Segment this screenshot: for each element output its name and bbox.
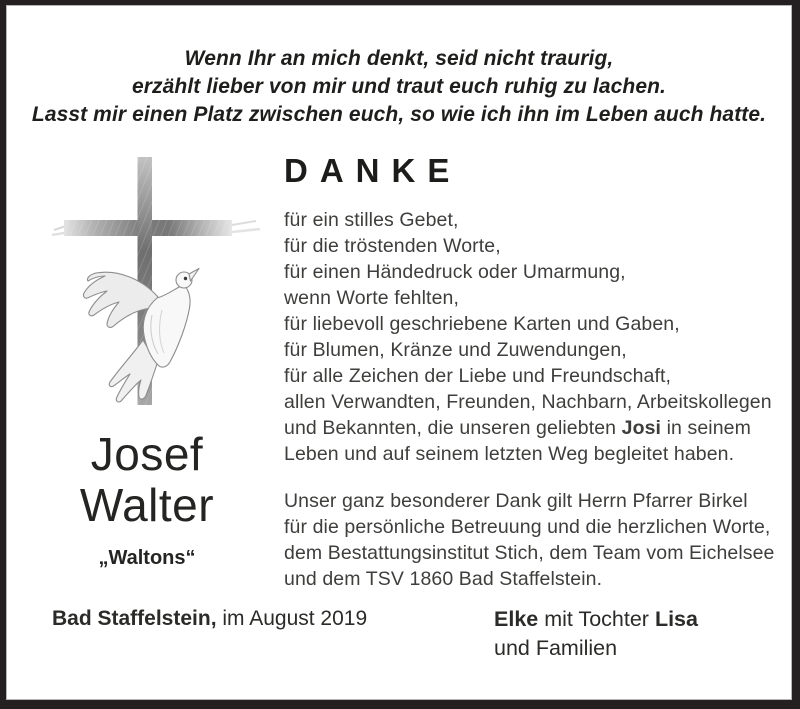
text-line: Elke mit Tochter Lisa: [494, 607, 698, 631]
text-line: und Familien: [494, 636, 618, 660]
text-line: wenn Worte fehlten,: [284, 287, 459, 309]
text-line: erzählt lieber von mir und traut euch ruhig zu lachen.: [132, 75, 666, 98]
text-line: für die persönliche Betreuung und die herzlichen Worte,: [284, 516, 771, 538]
text-line: Lasst mir einen Platz zwischen euch, so wie ich ihn im Leben auch hatte.: [31, 103, 767, 126]
family-signature: [494, 605, 698, 663]
deceased-last-name: Walter: [79, 479, 215, 531]
cross-and-dove-illustration: [46, 145, 276, 425]
text-line: Leben und auf seinem letzten Weg begleitet haben.: [284, 443, 735, 465]
text-line: Wenn Ihr an mich denkt, seid nicht traurig,: [184, 47, 614, 70]
thanks-section: [284, 152, 792, 592]
text-line: für Blumen, Kränze und Zuwendungen,: [284, 339, 627, 361]
date-label: im August 2019: [216, 607, 368, 630]
text-line: für die tröstenden Worte,: [284, 235, 501, 257]
text-line: dem Bestattungsinstitut Stich, dem Team vom Eichelsee: [284, 542, 775, 564]
deceased-first-name: Josef: [90, 428, 204, 480]
text-line: allen Verwandten, Freunden, Nachbarn, Arbeitskollegen: [284, 391, 772, 413]
text-line: für einen Händedruck oder Umarmung,: [284, 261, 626, 283]
text-line: Unser ganz besonderer Dank gilt Herrn Pfarrer Birkel: [284, 490, 748, 512]
text-line: und Bekannten, die unseren geliebten Josi in seinem: [284, 417, 751, 439]
text-line: und dem TSV 1860 Bad Staffelstein.: [284, 568, 603, 590]
text-line: für ein stilles Gebet,: [284, 209, 459, 231]
place-and-date: [52, 607, 367, 631]
text-line: für liebevoll geschriebene Karten und Gaben,: [284, 313, 680, 335]
place-label: Bad Staffelstein,: [52, 607, 217, 630]
epigraph-quote: [6, 45, 792, 129]
text-line: für alle Zeichen der Liebe und Freundschaft,: [284, 365, 672, 387]
deceased-nickname: „Waltons“: [98, 547, 196, 569]
thanks-heading: DANKE: [284, 152, 462, 189]
thanks-paragraph-2: [284, 488, 792, 592]
deceased-name: [42, 429, 252, 570]
thanks-paragraph-1: [284, 207, 792, 467]
